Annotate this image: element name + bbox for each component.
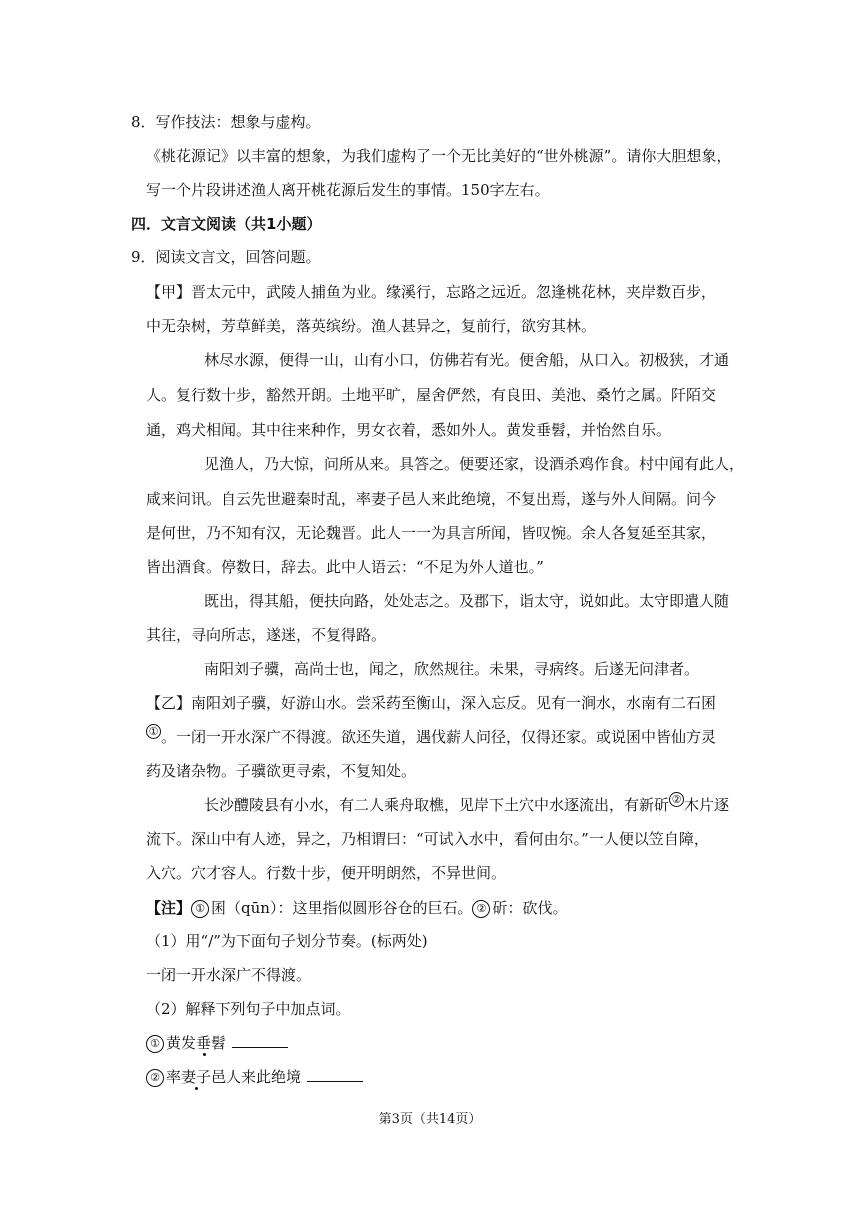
passage-yi-line: 药及诸杂物。子骥欲更寻索，不复知处。 [146,762,417,780]
note-marker-1: ① [191,900,209,918]
passage-jia-line: 通，鸡犬相闻。其中往来种作，男女衣着，悉如外人。黄发垂髫，并怡然自乐。 [146,421,672,439]
passage-jia-line: 南阳刘子骥，高尚士也，闻之，欣然规往。未果，寻病终。后遂无问津者。 [204,660,700,678]
q8-paragraph-line1: 《桃花源记》以丰富的想象，为我们虚构了一个无比美好的“世外桃源”。请你大胆想象， [146,147,732,165]
passage-yi-line: 流下。深山中有人迹，异之，乃相谓曰：“可试入水中，看何由尔。”一人便以笠自障， [146,830,709,848]
sub-question-2-item-2 [146,1066,363,1088]
annotation-note [146,897,567,919]
q9-intro: 9．阅读文言文，回答问题。 [131,248,321,266]
item-1-marker: ① [146,1035,164,1053]
item-1-text: 髫 [211,1034,227,1052]
passage-yi-line: 【乙】南阳刘子骥，好游山水。尝采药至衡山，深入忘反。见有一涧水，水南有二石囷 [146,694,717,712]
passage-jia-line: 林尽水源，便得一山，山有小口，仿佛若有光。便舍船，从口入。初极狭，才通 [204,351,730,369]
passage-jia-line: 是何世，乃不知有汉，无论魏晋。此人一一为具言所闻，皆叹惋。余人各复延至其家， [146,524,717,542]
sub-question-1-sentence: 一闭一开水深广不得渡。 [146,966,312,984]
passage-jia-line: 人。复行数十步，豁然开朗。土地平旷，屋舍俨然，有良田、美池、桑竹之属。阡陌交 [146,386,717,404]
passage-yi-line [204,794,729,816]
section-title: 四．文言文阅读（共1小题） [131,215,322,233]
sub-question-2-item-1 [146,1032,288,1054]
note-1-text: 囷（qūn）：这里指似圆形谷仓的巨石。 [211,899,473,917]
footnote-marker-2: ② [669,792,684,807]
q8-heading: 8．写作技法：想象与虚构。 [131,113,321,131]
q8-paragraph-line2: 写一个片段讲述渔人离开桃花源后发生的事情。150字左右。 [146,181,550,199]
item-2-text: 邑人来此绝境 [211,1068,302,1086]
passage-yi-line: 入穴。穴才容人。行数十步，便开明朗然，不异世间。 [146,864,507,882]
dotted-word: 妻子 [181,1068,212,1086]
passage-jia-line: 【甲】晋太元中，武陵人捕鱼为业。缘溪行，忘路之远近。忽逢桃花林，夹岸数百步， [146,283,717,301]
passage-yi-text: 。一闭一开水深广不得渡。欲还失道，遇伐薪人问径，仅得还家。或说囷中皆仙方灵 [161,728,717,746]
footnote-marker-1: ① [146,724,161,739]
sub-question-2: （2）解释下列句子中加点词。 [146,1000,351,1018]
passage-yi-text: 木片逐 [684,796,730,814]
passage-jia-line: 中无杂树，芳草鲜美，落英缤纷。渔人甚异之，复前行，欲穷其林。 [146,317,597,335]
note-marker-2: ② [472,900,490,918]
passage-jia-line: 见渔人，乃大惊，问所从来。具答之。便要还家，设酒杀鸡作食。村中闻有此人， [204,455,745,473]
passage-jia-line: 咸来问讯。自云先世避秦时乱，率妻子邑人来此绝境，不复出焉，遂与外人间隔。问今 [146,490,717,508]
item-2-text: 率 [166,1068,182,1086]
answer-blank-2[interactable] [307,1067,363,1082]
sub-question-1: （1）用“/”为下面句子划分节奏。(标两处) [146,932,428,950]
item-2-marker: ② [146,1069,164,1087]
passage-yi-text: 长沙醴陵县有小水，有二人乘舟取樵，见岸下土穴中水逐流出，有新斫 [204,796,670,814]
note-2-text: 斫：砍伐。 [492,899,568,917]
note-label: 【注】 [146,899,192,917]
answer-blank-1[interactable] [232,1033,288,1048]
passage-yi-line [146,726,716,748]
page-footer: 第3页（共14页） [378,1112,482,1127]
item-1-text: 黄发 [166,1034,197,1052]
passage-jia-line: 既出，得其船，便扶向路，处处志之。及郡下，诣太守，说如此。太守即遣人随 [204,592,730,610]
passage-jia-line: 皆出酒食。停数日，辞去。此中人语云：“不足为外人道也。” [146,558,544,576]
passage-jia-line: 其往，寻向所志，遂迷，不复得路。 [146,626,387,644]
dotted-word: 垂 [196,1034,212,1052]
